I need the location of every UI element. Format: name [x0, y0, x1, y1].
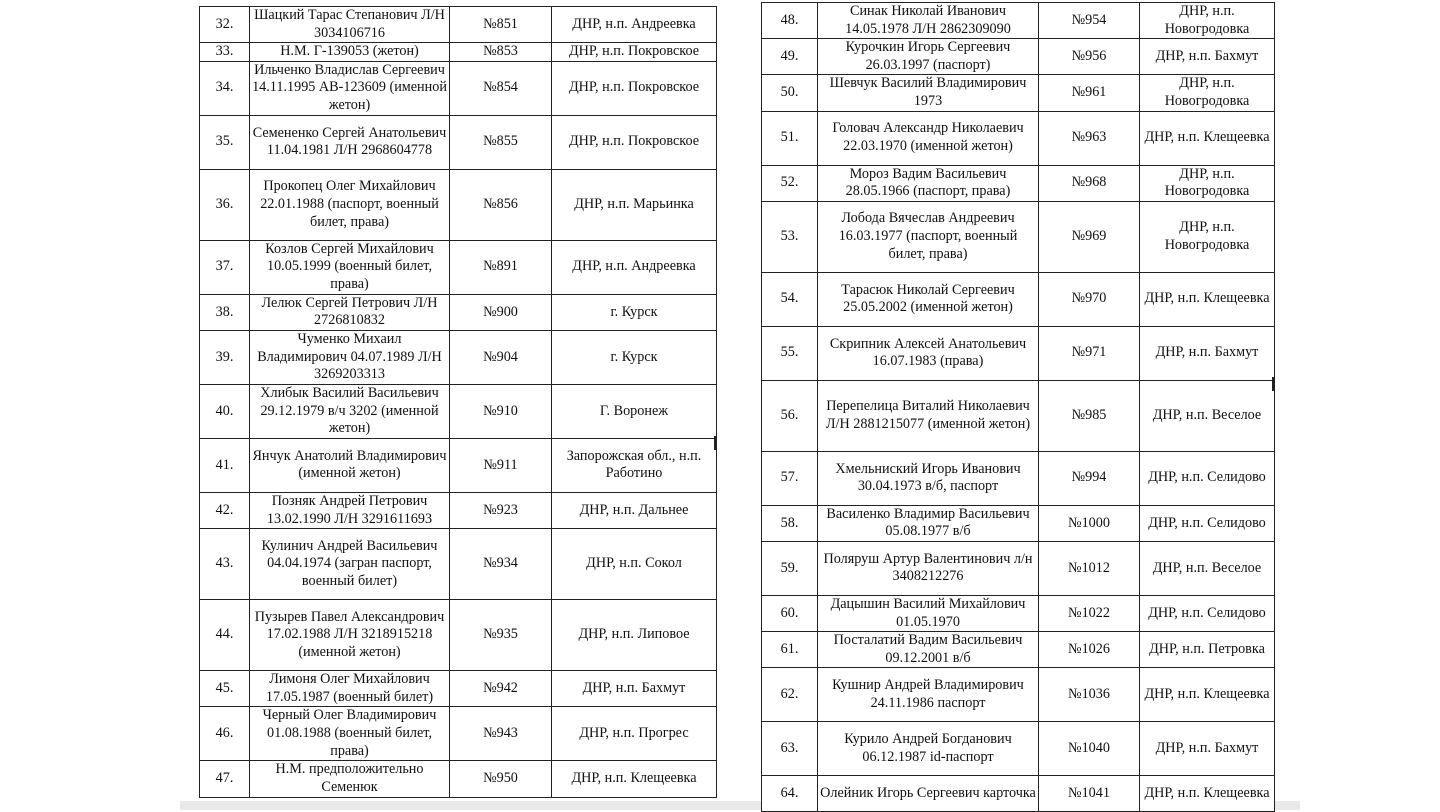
place-of-recovery: ДНР, н.п. Покровское [552, 43, 717, 62]
row-number: 58. [762, 505, 818, 541]
record-number: №900 [450, 294, 552, 330]
table-row [762, 722, 1275, 776]
place-of-recovery: ДНР, н.п. Дальнее [552, 492, 717, 528]
row-number: 36. [200, 169, 250, 240]
person-name: Хмельниский Игорь Иванович 30.04.1973 в/б, паспорт [818, 451, 1039, 505]
table-row [762, 201, 1275, 272]
place-of-recovery: ДНР, н.п. Новогродовка [1140, 201, 1275, 272]
table-row [200, 7, 717, 43]
row-number: 57. [762, 451, 818, 505]
record-number: №956 [1039, 39, 1140, 75]
record-number: №851 [450, 7, 552, 43]
row-number: 48. [762, 3, 818, 39]
table-row [200, 384, 717, 438]
table-row [762, 595, 1275, 631]
person-name: Мороз Вадим Васильевич 28.05.1966 (паспорт, права) [818, 165, 1039, 201]
table-row [200, 761, 717, 797]
place-of-recovery: ДНР, н.п. Бахмут [1140, 326, 1275, 380]
record-number: №968 [1039, 165, 1140, 201]
place-of-recovery: ДНР, н.п. Клещеевка [1140, 111, 1275, 165]
person-name: Лимоня Олег Михайлович 17.05.1987 (военный билет) [250, 671, 450, 707]
scan-mark [714, 436, 716, 450]
person-name: Дацышин Василий Михайлович 01.05.1970 [818, 595, 1039, 631]
table-row [200, 707, 717, 761]
row-number: 50. [762, 75, 818, 111]
row-number: 55. [762, 326, 818, 380]
place-of-recovery: г. Курск [552, 330, 717, 384]
person-name: Кулинич Андрей Васильевич 04.04.1974 (загран паспорт, военный билет) [250, 529, 450, 600]
place-of-recovery: ДНР, н.п. Новогродовка [1140, 3, 1275, 39]
record-number: №1041 [1039, 776, 1140, 812]
person-name: Кушнир Андрей Владимирович 24.11.1986 паспорт [818, 668, 1039, 722]
table-row [200, 240, 717, 294]
right-list-table [761, 2, 1275, 812]
row-number: 60. [762, 595, 818, 631]
record-number: №855 [450, 115, 552, 169]
row-number: 45. [200, 671, 250, 707]
record-number: №971 [1039, 326, 1140, 380]
place-of-recovery: ДНР, н.п. Селидово [1140, 595, 1275, 631]
table-row [200, 169, 717, 240]
row-number: 63. [762, 722, 818, 776]
person-name: Олейник Игорь Сергеевич карточка [818, 776, 1039, 812]
person-name: Н.М. предположительно Семенюк [250, 761, 450, 797]
table-row [762, 541, 1275, 595]
person-name: Посталатий Вадим Васильевич 09.12.2001 в/б [818, 632, 1039, 668]
person-name: Скрипник Алексей Анатольевич 16.07.1983 (права) [818, 326, 1039, 380]
place-of-recovery: ДНР, н.п. Селидово [1140, 451, 1275, 505]
row-number: 41. [200, 438, 250, 492]
record-number: №961 [1039, 75, 1140, 111]
place-of-recovery: ДНР, н.п. Клещеевка [1140, 272, 1275, 326]
row-number: 59. [762, 541, 818, 595]
person-name: Янчук Анатолий Владимирович (именной жетон) [250, 438, 450, 492]
person-name: Поляруш Артур Валентинович л/н 3408212276 [818, 541, 1039, 595]
person-name: Ильченко Владислав Сергеевич 14.11.1995 АВ-123609 (именной жетон) [250, 61, 450, 115]
row-number: 39. [200, 330, 250, 384]
record-number: №911 [450, 438, 552, 492]
place-of-recovery: Запорожская обл., н.п. Работино [552, 438, 717, 492]
person-name: Курочкин Игорь Сергеевич 26.03.1997 (паспорт) [818, 39, 1039, 75]
place-of-recovery: ДНР, н.п. Бахмут [1140, 39, 1275, 75]
table-row [762, 380, 1275, 451]
record-number: №854 [450, 61, 552, 115]
record-number: №891 [450, 240, 552, 294]
scan-mark [1272, 377, 1274, 391]
table-row [762, 3, 1275, 39]
record-number: №950 [450, 761, 552, 797]
table-row [200, 294, 717, 330]
row-number: 62. [762, 668, 818, 722]
place-of-recovery: ДНР, н.п. Веселое [1140, 380, 1275, 451]
table-row [762, 505, 1275, 541]
person-name: Лобода Вячеслав Андреевич 16.03.1977 (паспорт, военный билет, права) [818, 201, 1039, 272]
person-name: Шевчук Василий Владимирович 1973 [818, 75, 1039, 111]
person-name: Черный Олег Владимирович 01.08.1988 (военный билет, права) [250, 707, 450, 761]
row-number: 35. [200, 115, 250, 169]
record-number: №934 [450, 529, 552, 600]
row-number: 54. [762, 272, 818, 326]
row-number: 38. [200, 294, 250, 330]
row-number: 33. [200, 43, 250, 62]
table-row [762, 451, 1275, 505]
row-number: 52. [762, 165, 818, 201]
person-name: Н.М. Г-139053 (жетон) [250, 43, 450, 62]
table-row [762, 75, 1275, 111]
person-name: Хлибык Василий Васильевич 29.12.1979 в/ч 3202 (именной жетон) [250, 384, 450, 438]
record-number: №1026 [1039, 632, 1140, 668]
row-number: 37. [200, 240, 250, 294]
place-of-recovery: ДНР, н.п. Липовое [552, 600, 717, 671]
record-number: №954 [1039, 3, 1140, 39]
row-number: 51. [762, 111, 818, 165]
row-number: 44. [200, 600, 250, 671]
row-number: 53. [762, 201, 818, 272]
record-number: №904 [450, 330, 552, 384]
row-number: 47. [200, 761, 250, 797]
record-number: №856 [450, 169, 552, 240]
table-row [200, 438, 717, 492]
left-list-table [199, 6, 717, 798]
row-number: 61. [762, 632, 818, 668]
table-row [762, 165, 1275, 201]
record-number: №910 [450, 384, 552, 438]
table-row [200, 43, 717, 62]
place-of-recovery: ДНР, н.п. Покровское [552, 115, 717, 169]
place-of-recovery: ДНР, н.п. Покровское [552, 61, 717, 115]
place-of-recovery: г. Курск [552, 294, 717, 330]
person-name: Шацкий Тарас Степанович Л/Н 3034106716 [250, 7, 450, 43]
place-of-recovery: Г. Воронеж [552, 384, 717, 438]
person-name: Пузырев Павел Александрович 17.02.1988 Л/Н 3218915218 (именной жетон) [250, 600, 450, 671]
record-number: №923 [450, 492, 552, 528]
record-number: №994 [1039, 451, 1140, 505]
record-number: №1040 [1039, 722, 1140, 776]
place-of-recovery: ДНР, н.п. Селидово [1140, 505, 1275, 541]
person-name: Прокопец Олег Михайлович 22.01.1988 (паспорт, военный билет, права) [250, 169, 450, 240]
place-of-recovery: ДНР, н.п. Марьинка [552, 169, 717, 240]
person-name: Козлов Сергей Михайлович 10.05.1999 (военный билет, права) [250, 240, 450, 294]
record-number: №985 [1039, 380, 1140, 451]
person-name: Позняк Андрей Петрович 13.02.1990 Л/Н 3291611693 [250, 492, 450, 528]
row-number: 40. [200, 384, 250, 438]
table-row [762, 776, 1275, 812]
person-name: Семененко Сергей Анатольевич 11.04.1981 Л/Н 2968604778 [250, 115, 450, 169]
record-number: №970 [1039, 272, 1140, 326]
row-number: 64. [762, 776, 818, 812]
table-row [762, 632, 1275, 668]
record-number: №1036 [1039, 668, 1140, 722]
table-row [762, 39, 1275, 75]
row-number: 42. [200, 492, 250, 528]
person-name: Чуменко Михаил Владимирович 04.07.1989 Л/Н 3269203313 [250, 330, 450, 384]
person-name: Курило Андрей Богданович 06.12.1987 id-паспорт [818, 722, 1039, 776]
record-number: №942 [450, 671, 552, 707]
person-name: Лелюк Сергей Петрович Л/Н 2726810832 [250, 294, 450, 330]
person-name: Тарасюк Николай Сергеевич 25.05.2002 (именной жетон) [818, 272, 1039, 326]
row-number: 49. [762, 39, 818, 75]
place-of-recovery: ДНР, н.п. Андреевка [552, 240, 717, 294]
row-number: 56. [762, 380, 818, 451]
place-of-recovery: ДНР, н.п. Прогрес [552, 707, 717, 761]
person-name: Головач Александр Николаевич 22.03.1970 (именной жетон) [818, 111, 1039, 165]
person-name: Синак Николай Иванович 14.05.1978 Л/Н 2862309090 [818, 3, 1039, 39]
place-of-recovery: ДНР, н.п. Клещеевка [1140, 668, 1275, 722]
row-number: 32. [200, 7, 250, 43]
record-number: №943 [450, 707, 552, 761]
row-number: 34. [200, 61, 250, 115]
place-of-recovery: ДНР, н.п. Новогродовка [1140, 75, 1275, 111]
table-row [200, 61, 717, 115]
record-number: №853 [450, 43, 552, 62]
record-number: №1022 [1039, 595, 1140, 631]
place-of-recovery: ДНР, н.п. Андреевка [552, 7, 717, 43]
table-row [200, 671, 717, 707]
place-of-recovery: ДНР, н.п. Клещеевка [552, 761, 717, 797]
place-of-recovery: ДНР, н.п. Сокол [552, 529, 717, 600]
record-number: №963 [1039, 111, 1140, 165]
table-row [200, 600, 717, 671]
table-row [200, 115, 717, 169]
record-number: №1000 [1039, 505, 1140, 541]
place-of-recovery: ДНР, н.п. Бахмут [1140, 722, 1275, 776]
person-name: Перепелица Виталий Николаевич Л/Н 2881215077 (именной жетон) [818, 380, 1039, 451]
record-number: №1012 [1039, 541, 1140, 595]
place-of-recovery: ДНР, н.п. Новогродовка [1140, 165, 1275, 201]
table-row [762, 326, 1275, 380]
place-of-recovery: ДНР, н.п. Клещеевка [1140, 776, 1275, 812]
place-of-recovery: ДНР, н.п. Петровка [1140, 632, 1275, 668]
person-name: Василенко Владимир Васильевич 05.08.1977 в/б [818, 505, 1039, 541]
place-of-recovery: ДНР, н.п. Веселое [1140, 541, 1275, 595]
place-of-recovery: ДНР, н.п. Бахмут [552, 671, 717, 707]
record-number: №935 [450, 600, 552, 671]
table-row [762, 272, 1275, 326]
table-row [762, 111, 1275, 165]
table-row [200, 330, 717, 384]
record-number: №969 [1039, 201, 1140, 272]
table-row [200, 529, 717, 600]
table-row [762, 668, 1275, 722]
row-number: 46. [200, 707, 250, 761]
row-number: 43. [200, 529, 250, 600]
table-row [200, 492, 717, 528]
